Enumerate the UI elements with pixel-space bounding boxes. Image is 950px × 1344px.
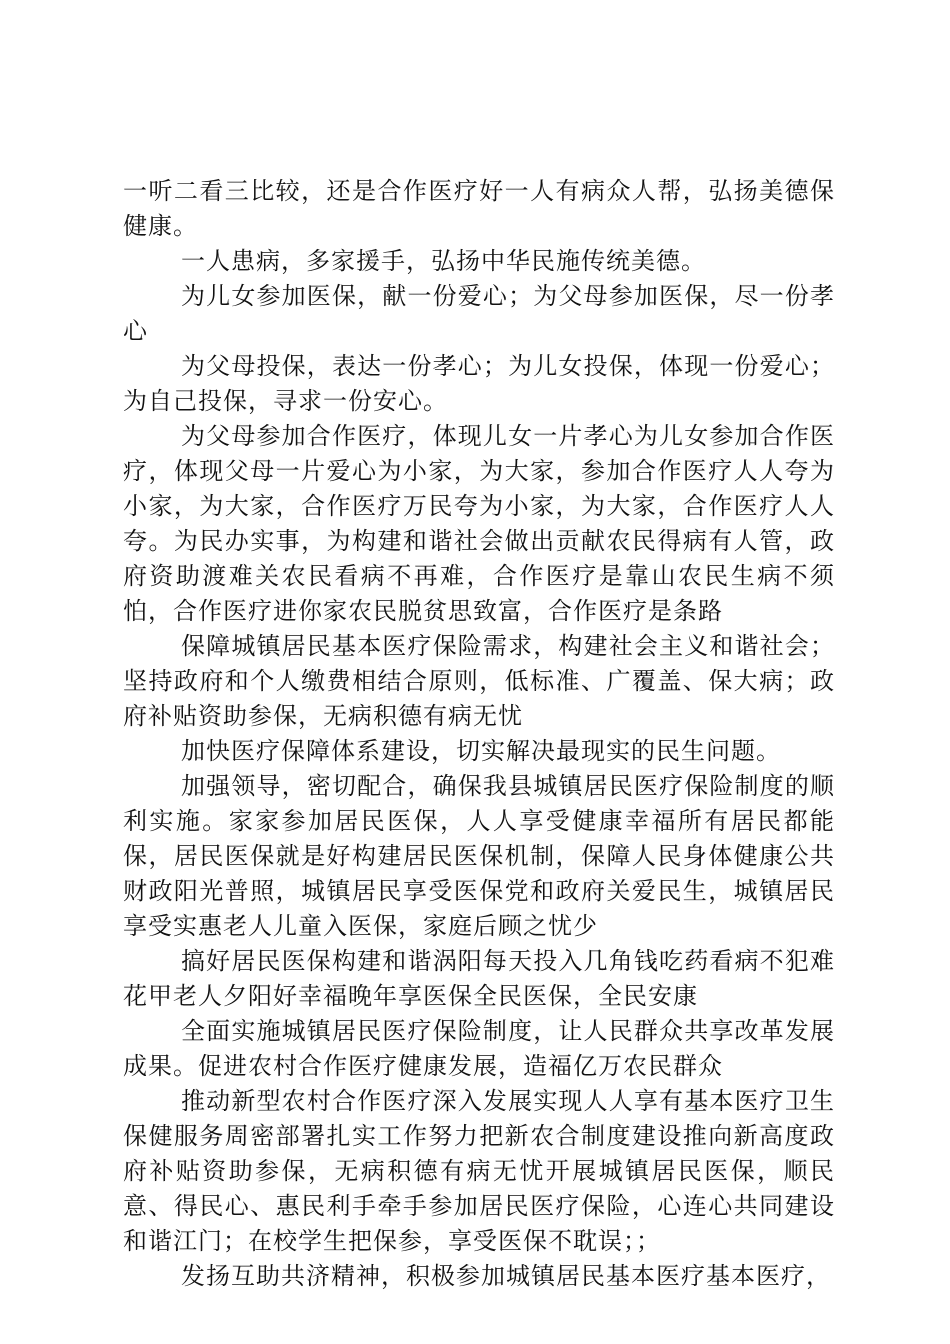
paragraph-7: 加快医疗保障体系建设，切实解决最现实的民生问题。 xyxy=(181,737,781,765)
paragraph-12: 发扬互助共济精神，积极参加城镇居民基本医疗基本医疗， xyxy=(181,1262,831,1290)
paragraph-1: 一听二看三比较，还是合作医疗好一人有病众人帮，弘扬美德保健康。 xyxy=(123,177,835,240)
paragraph-3: 为儿女参加医保，献一份爱心；为父母参加医保，尽一份孝心 xyxy=(123,282,835,345)
paragraph-8: 加强领导，密切配合，确保我县城镇居民医疗保险制度的顺利实施。家家参加居民医保，人人享受健康幸福所有居民都能保，居民医保就是好构建居民医保机制，保障人民身体健康公共财政阳光普照，城镇居民享受医保党和政府关爱民生，城镇居民享受实惠老人儿童入医保，家庭后顾之忧少 xyxy=(123,772,835,940)
paragraph-5: 为父母参加合作医疗，体现儿女一片孝心为儿女参加合作医疗，体现父母一片爱心为小家，为大家，参加合作医疗人人夸为小家，为大家，合作医疗万民夸为小家，为大家，合作医疗人人夸。为民办实事，为构建和谐社会做出贡献农民得病有人管，政府资助渡难关农民看病不再难，合作医疗是靠山农民生病不须怕，合作医疗进你家农民脱贫思致富，合作医疗是条路 xyxy=(123,422,835,625)
paragraph-9: 搞好居民医保构建和谐涡阳每天投入几角钱吃药看病不犯难花甲老人夕阳好幸福晚年享医保全民医保，全民安康 xyxy=(123,947,835,1010)
paragraph-6: 保障城镇居民基本医疗保险需求，构建社会主义和谐社会；坚持政府和个人缴费相结合原则，低标准、广覆盖、保大病；政府补贴资助参保，无病积德有病无忧 xyxy=(123,632,835,730)
paragraph-2: 一人患病，多家援手，弘扬中华民施传统美德。 xyxy=(181,247,706,275)
document-body xyxy=(123,174,835,1294)
paragraph-10: 全面实施城镇居民医疗保险制度，让人民群众共享改革发展成果。促进农村合作医疗健康发展，造福亿万农民群众 xyxy=(123,1017,835,1080)
paragraph-11: 推动新型农村合作医疗深入发展实现人人享有基本医疗卫生保健服务周密部署扎实工作努力把新农合制度建设推向新高度政府补贴资助参保，无病积德有病无忧开展城镇居民医保，顺民意、得民心、惠民利手牵手参加居民医疗保险，心连心共同建设和谐江门；在校学生把保参，享受医保不耽误；； xyxy=(123,1087,835,1255)
paragraph-4: 为父母投保，表达一份孝心；为儿女投保，体现一份爱心；为自己投保，寻求一份安心。 xyxy=(123,352,835,415)
